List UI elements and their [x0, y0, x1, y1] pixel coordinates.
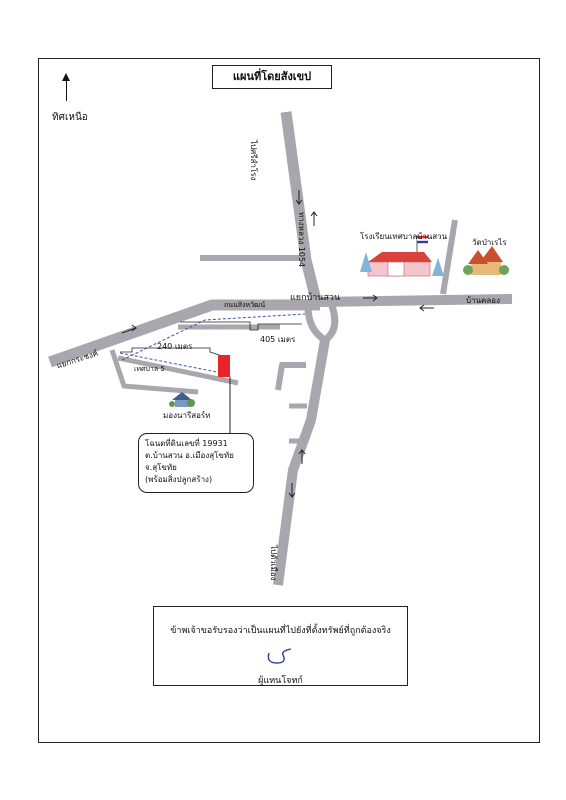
deed-info-box: [138, 433, 254, 493]
temple-icon: [463, 246, 509, 275]
label-to-krachong: แยกกระชงค์: [55, 348, 100, 371]
deed-line-province: จ.สุโขทัย: [145, 463, 177, 472]
road-highway-1054: [286, 112, 316, 300]
label-resort: มองนารีสอร์ท: [163, 411, 211, 420]
certification-signer: ผู้แทนโจทก์: [258, 676, 303, 686]
certification-statement: ข้าพเจ้าขอรับรองว่าเป็นแผนที่ไปยังที่ตั้งทรัพย์ที่ถูกต้องจริง: [170, 626, 391, 636]
deed-line-location: ต.บ้านสวน อ.เมืองสุโขทัย: [145, 451, 234, 460]
label-distance-405: 405 เมตร: [260, 335, 296, 344]
label-distance-240: 240 เมตร: [157, 342, 193, 351]
road-south-branch-1: [278, 365, 306, 390]
label-to-srisamrong: ไปศรีสำโรง: [249, 140, 258, 181]
label-to-city: ไปตัวเมือง: [269, 545, 278, 581]
label-singhawat-road: ถนนสิงหวัฒน์: [224, 301, 266, 309]
label-temple: วัดป่าเรไร: [472, 238, 507, 247]
label-school: โรงเรียนเทศบาลบ้านสวน: [360, 232, 448, 241]
deed-line-buildings: (พร้อมสิ่งปลูกสร้าง): [145, 475, 213, 484]
label-soi-5: เทศบาล 5: [134, 365, 165, 373]
label-ban-khlong: บ้านคลอง: [466, 296, 501, 305]
label-ban-suan-junction: แยกบ้านสวน: [290, 293, 341, 303]
certification-box: [153, 606, 408, 686]
map-title: แผนที่โดยสังเขป: [212, 65, 332, 89]
resort-icon: [169, 392, 195, 407]
north-label: ทิศเหนือ: [52, 112, 88, 123]
property-marker: [218, 355, 230, 377]
signature-mark: [261, 645, 301, 671]
label-highway-1054: ทางหลวง 1054: [297, 212, 306, 268]
road-interchange: [308, 306, 335, 340]
deed-line-number: โฉนดที่ดินเลขที่ 19931: [145, 439, 228, 448]
